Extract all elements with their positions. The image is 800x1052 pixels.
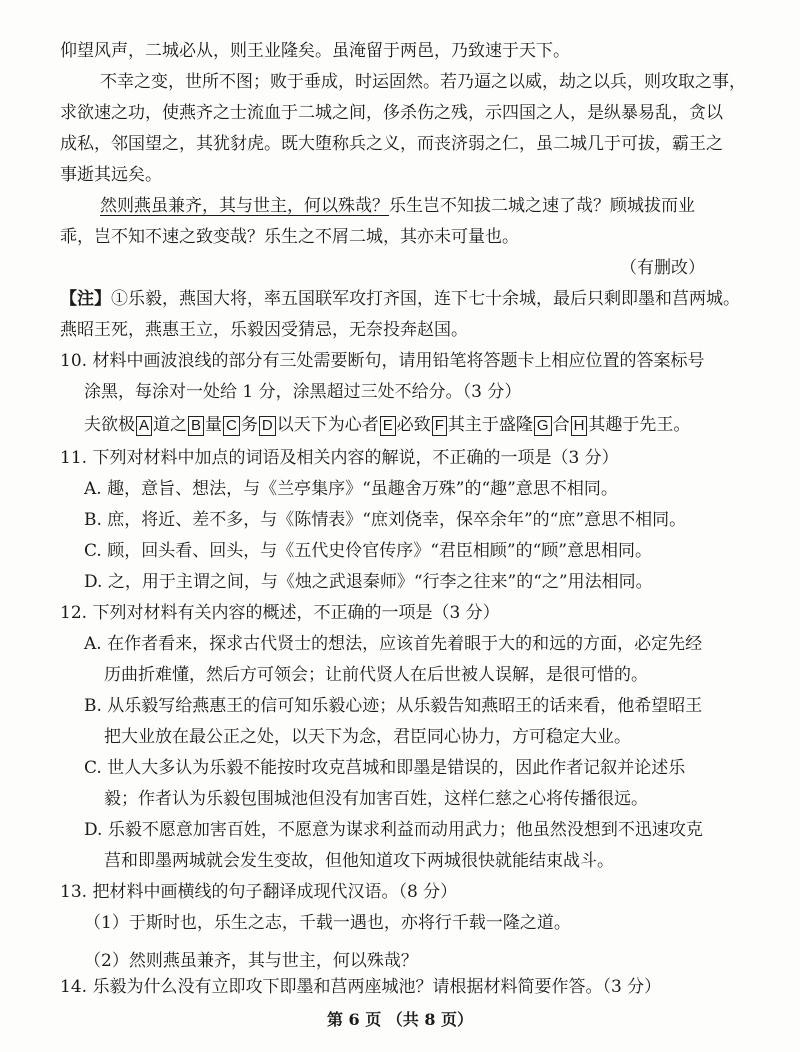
q10-mark-g[interactable]: G (534, 416, 552, 436)
q12-option-c-1: C. 世人大多认为乐毅不能按时攻克莒城和即墨是错误的，因此作者记叙并论述乐 (84, 758, 686, 778)
q12-option-b-1: B. 从乐毅写给燕惠王的信可知乐毅心迹；从乐毅告知燕昭王的话来看，他希望昭王 (84, 696, 703, 716)
q10-mark-f[interactable]: F (432, 416, 447, 436)
q11-option-b: B. 庶，将近、差不多，与《陈情表》“庶刘侥幸，保卒余年”的“庶”意思不相同。 (84, 510, 687, 530)
q10-seg: 务 (240, 415, 258, 435)
q14-stem: 14. 乐毅为什么没有立即攻下即墨和莒两座城池？请根据材料简要作答。（3 分） (60, 977, 662, 997)
q11-option-c: C. 顾，回头看、回头，与《五代史伶官传序》“君臣相顾”的“顾”意思相同。 (84, 541, 652, 561)
q13-sentence-1: （1）于斯时也，乐生之志，千载一遇也，亦将行千载一隆之道。 (84, 913, 571, 933)
passage-line-2: 不幸之变，世所不图；败于垂成，时运固然。若乃逼之以威，劫之以兵，则攻取之事， (100, 72, 746, 92)
q10-seg: 夫欲极 (84, 415, 135, 435)
q12-option-d-1: D. 乐毅不愿意加害百姓，不愿意为谋求利益而动用武力；他虽然没想到不迅速攻克 (84, 820, 703, 840)
q13-sentence-2: （2）然则燕虽兼齐，其与世主，何以殊哉？ (84, 951, 418, 971)
q10-options-line (84, 410, 690, 441)
q12-stem: 12. 下列对材料有关内容的概述，不正确的一项是（3 分） (60, 603, 500, 623)
passage-line-4: 成私，邻国望之，其犹豺虎。既大堕称兵之义，而丧济弱之仁，虽二城几于可拔，霸王之 (60, 134, 723, 154)
note-line-1 (60, 284, 750, 315)
passage-line-7: 乖，岂不知不速之致变哉？乐生之不屑二城，其亦未可量也。 (60, 227, 519, 247)
source-note: （有删改） (620, 258, 705, 278)
q10-mark-d[interactable]: D (259, 416, 276, 436)
q10-seg: 量 (205, 415, 223, 435)
q12-option-b-2: 把大业放在最公正之处，以天下为念，君臣同心协力，方可稳定大业。 (104, 727, 631, 747)
q12-option-c-2: 毅；作者认为乐毅包围城池但没有加害百姓，这样仁慈之心将传播很远。 (104, 789, 648, 809)
passage-line-5: 事逝其远矣。 (60, 165, 162, 185)
q13-stem: 13. 把材料中画横线的句子翻译成现代汉语。（8 分） (60, 882, 458, 902)
passage-line-1: 仰望风声，二城必从，则王业隆矣。虽淹留于两邑，乃致速于天下。 (60, 41, 570, 61)
q10-seg: 其趣于先王。 (588, 415, 691, 435)
q11-option-a: A. 趣，意旨、想法，与《兰亭集序》“虽趣舍万殊”的“趣”意思不相同。 (84, 479, 618, 499)
passage-line-6-rest: 乐生岂不知拔二城之速了哉？顾城拔而业 (389, 196, 695, 216)
q11-stem: 11. 下列对材料中加点的词语及相关内容的解说，不正确的一项是（3 分） (60, 448, 619, 468)
note-line-2: 燕昭王死，燕惠王立，乐毅因受猜忌，无奈投奔赵国。 (60, 320, 468, 340)
q10-seg: 必致 (396, 415, 431, 435)
page-footer: 第 6 页 （共 8 页） (326, 1010, 474, 1029)
q10-mark-b[interactable]: B (188, 416, 204, 436)
underlined-sentence: 然则燕虽兼齐，其与世主，何以殊哉？ (100, 196, 389, 216)
q10-mark-a[interactable]: A (136, 416, 152, 436)
passage-line-3: 求欲速之功，使燕齐之士流血于二城之间，侈杀伤之残，示四国之人，是纵暴易乱，贪以 (60, 103, 723, 123)
q12-option-a-2: 历曲折难懂，然后方可领会；让前代贤人在后世被人误解，是很可惜的。 (104, 665, 648, 685)
passage-line-6 (100, 191, 790, 222)
q10-seg: 以天下为心者 (276, 415, 379, 435)
q10-seg: 道之 (153, 415, 188, 435)
note-label: 【注】 (60, 289, 111, 309)
q12-option-a-1: A. 在作者看来，探求古代贤士的想法，应该首先着眼于大的和远的方面，必定先经 (84, 634, 703, 654)
q12-option-d-2: 莒和即墨两城就会发生变故，但他知道攻下两城很快就能结束战斗。 (104, 851, 614, 871)
q11-option-d: D. 之，用于主谓之间，与《烛之武退秦师》“行李之往来”的“之”用法相同。 (84, 572, 653, 592)
q10-seg: 其主于盛隆 (447, 415, 533, 435)
q10-mark-h[interactable]: H (571, 416, 588, 436)
q10-mark-e[interactable]: E (380, 416, 396, 436)
q10-mark-c[interactable]: C (223, 416, 240, 436)
q10-seg: 合 (552, 415, 570, 435)
q10-stem-1: 10. 材料中画波浪线的部分有三处需要断句，请用铅笔将答题卡上相应位置的答案标号 (60, 351, 705, 371)
q10-stem-2: 涂黑，每涂对一处给 1 分，涂黑超过三处不给分。（3 分） (84, 382, 522, 402)
note-text-1: ①乐毅，燕国大将，率五国联军攻打齐国，连下七十余城，最后只剩即墨和莒两城。 (111, 289, 740, 309)
